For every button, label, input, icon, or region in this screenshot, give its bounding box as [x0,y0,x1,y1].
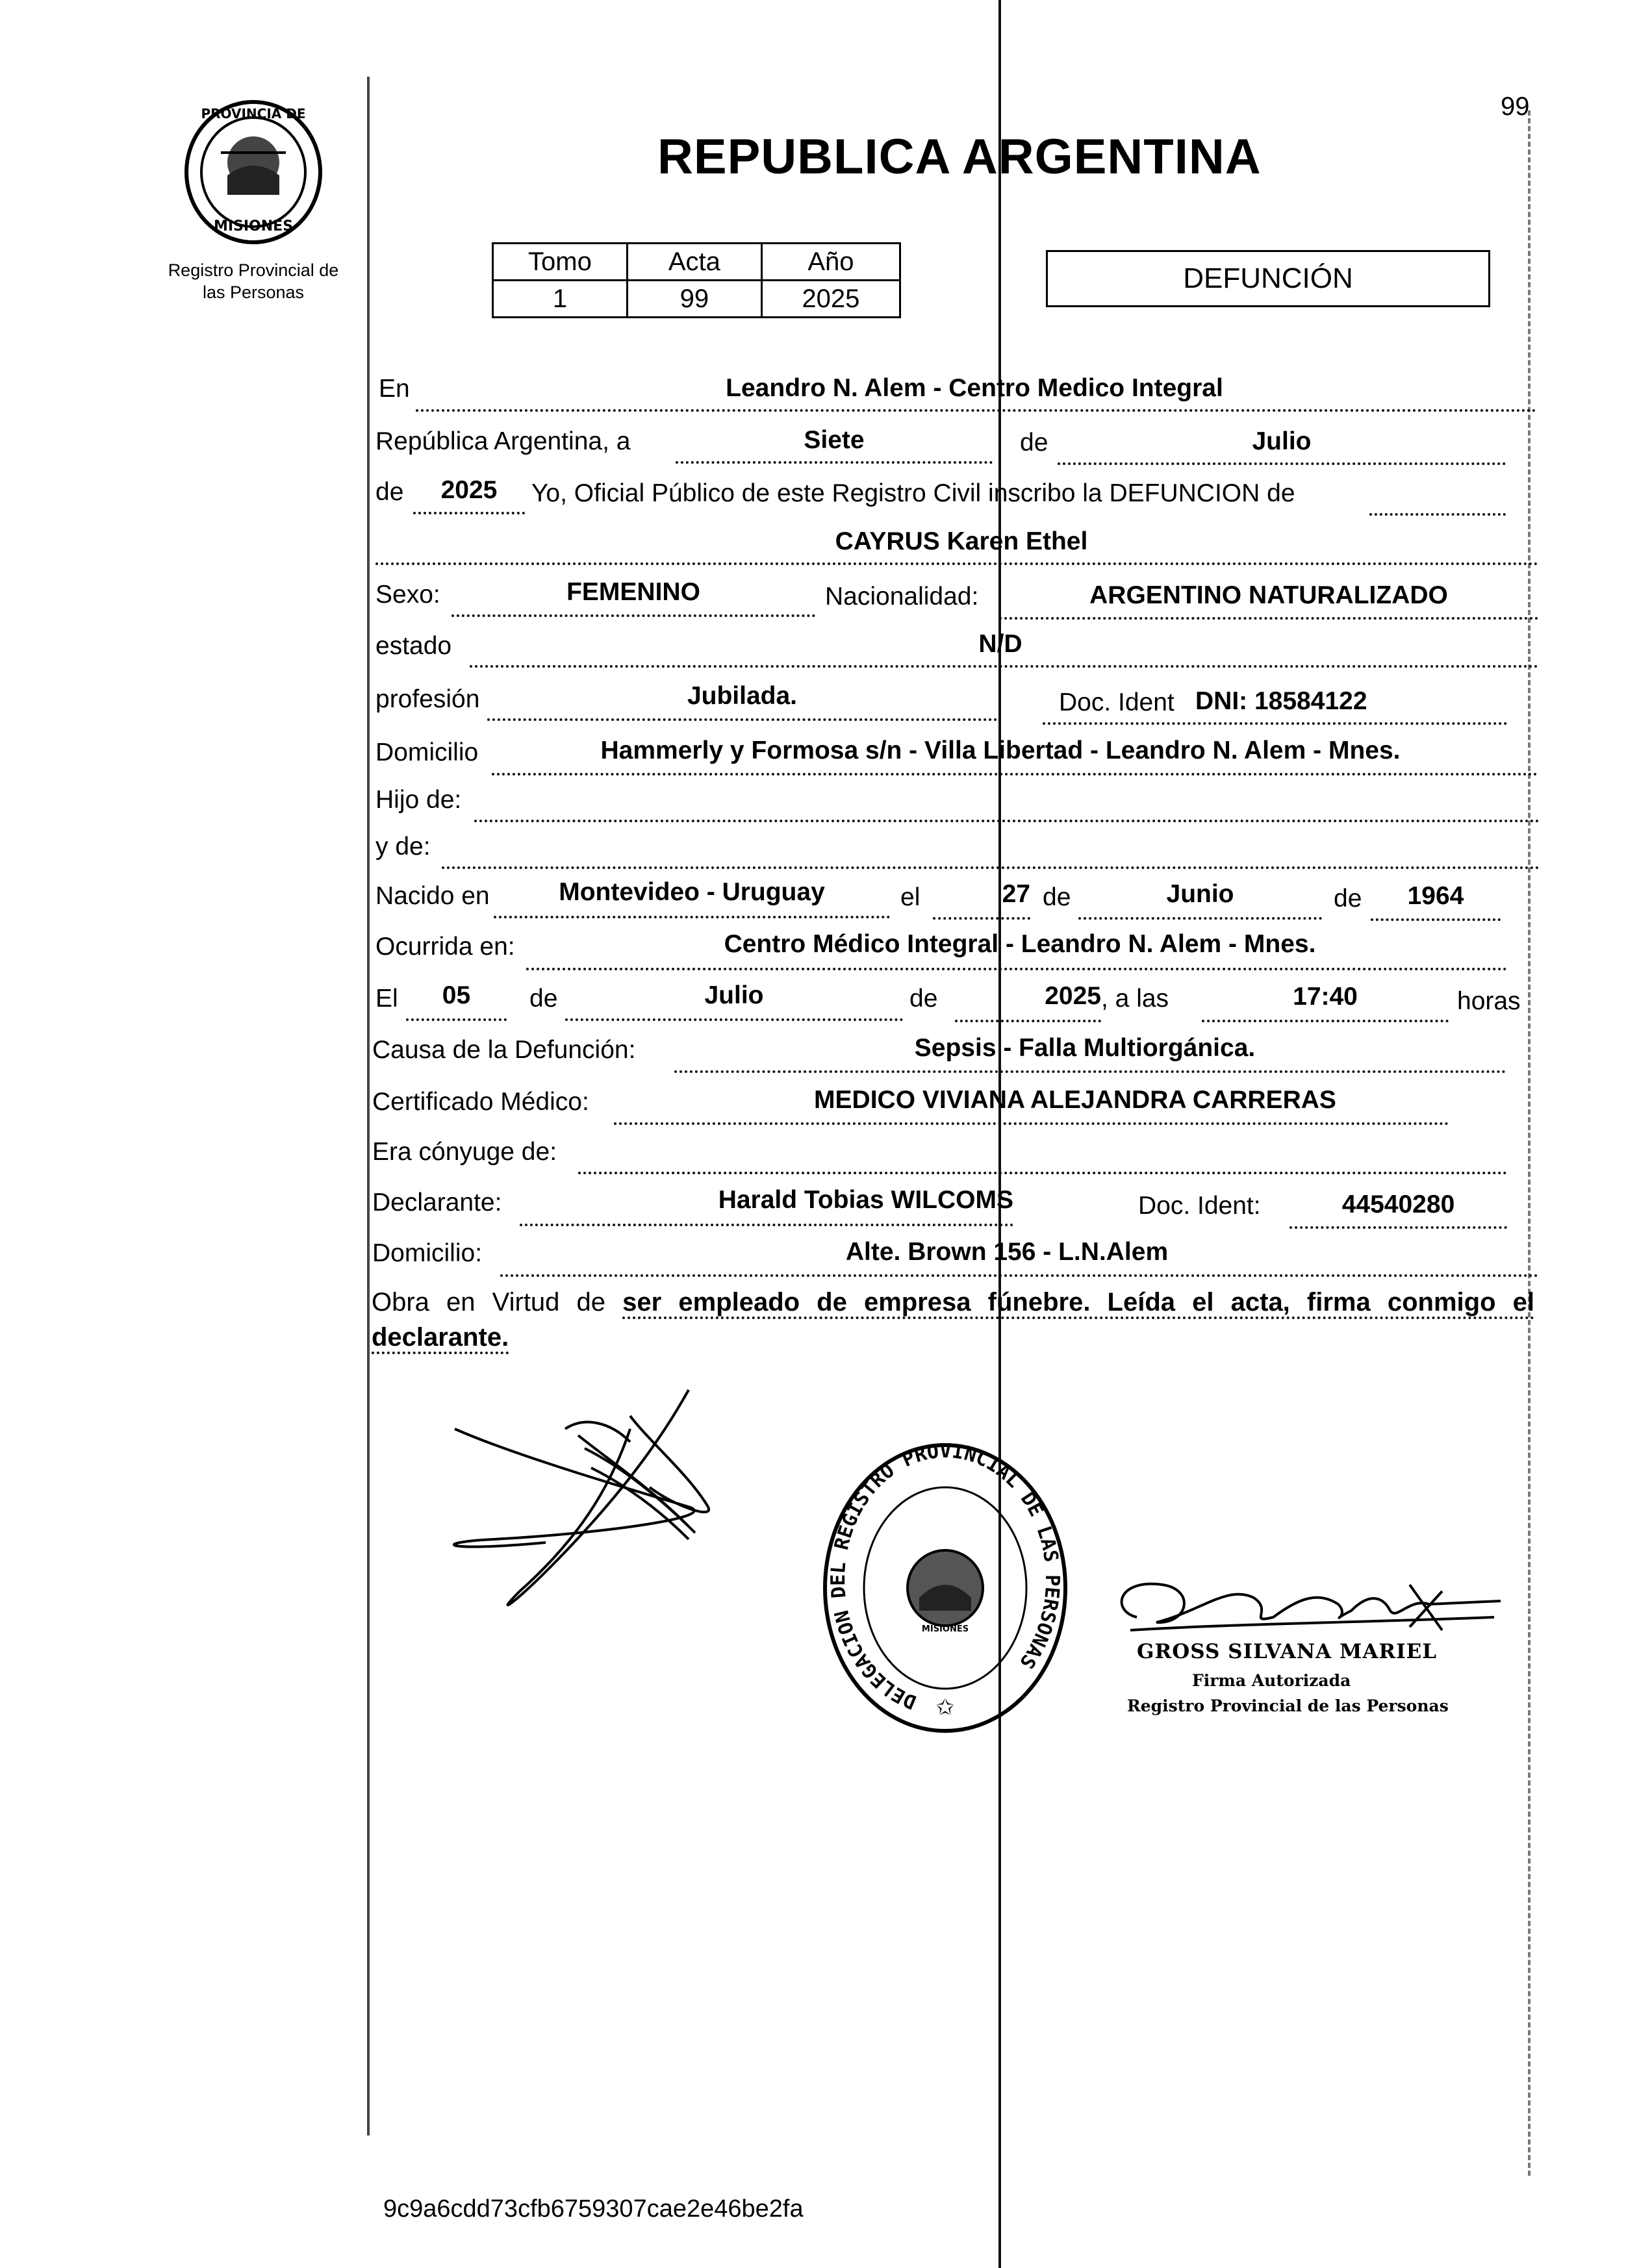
hijo-label: Hijo de: [375,786,462,814]
causa-label: Causa de la Defunción: [372,1036,636,1064]
de-label: de [1020,429,1048,457]
birth-day-dots [933,917,1030,920]
de6-label: de [909,985,938,1013]
registry-label: Registro Provincial de las Personas [168,260,339,302]
anio-value: 2025 [761,281,900,318]
sexo-label: Sexo: [375,581,440,609]
oficial-dots [1369,513,1506,516]
tomo-header: Tomo [493,244,628,281]
name-dots [375,562,1538,565]
estado-value: N/D [978,630,1023,658]
center-fold-line [998,0,1001,2268]
birth-day-value: 27 [1002,880,1030,908]
page-title: REPUBLICA ARGENTINA [657,129,1262,184]
en-label: En [379,375,410,403]
official-registry: Registro Provincial de las Personas [1127,1696,1449,1715]
estado-label: estado [375,632,452,660]
domicilio-label: Domicilio [375,738,479,766]
domicilio-value: Hammerly y Formosa s/n - Villa Libertad - Leandro N. Alem - Mnes. [600,737,1401,764]
yde-label: y de: [375,833,431,861]
nacionalidad-dots [999,617,1538,620]
el-label: el [900,883,921,911]
nacido-label: Nacido en [375,882,490,910]
obra-paragraph [372,1285,1534,1355]
domicilio2-dots [500,1274,1538,1277]
certificado-dots [614,1122,1449,1125]
el2-label: El [375,985,398,1013]
death-time-value: 17:40 [1293,983,1358,1011]
page-number: 99 [1501,92,1530,121]
profesion-label: profesión [375,685,480,713]
official-title: Firma Autorizada [1192,1671,1351,1690]
declarante-doc-dots [1289,1226,1507,1229]
death-year-value: 2025 [1045,982,1101,1010]
document-hash: 9c9a6cdd73cfb6759307cae2e46be2fa [383,2195,804,2223]
misiones-seal-logo [182,97,325,247]
ocurrida-label: Ocurrida en: [375,933,515,961]
declarante-dots [520,1224,1013,1226]
place-value: Leandro N. Alem - Centro Medico Integral [726,374,1223,402]
document-type-box [1046,250,1490,307]
stamp-ring-text: DELEGACION DEL REGISTRO PROVINCIAL DE LAS PERSONAS [827,1439,1064,1714]
death-year-dots [955,1020,1101,1022]
year-dots [413,512,525,514]
doc-ident-label: Doc. Ident [1059,688,1175,716]
declarant-signature [416,1377,767,1624]
birth-month-dots [1078,917,1322,920]
profesion-value: Jubilada. [687,682,798,710]
en-dots [416,409,1536,412]
de4-label: de [1334,885,1362,913]
doc-ident2-label: Doc. Ident: [1138,1192,1261,1220]
certificado-value: MEDICO VIVIANA ALEJANDRA CARRERAS [814,1086,1336,1114]
day-value: Siete [804,426,865,454]
obra-label: Obra en Virtud de [372,1288,606,1317]
year-value: 2025 [440,476,498,504]
day-dots [676,461,993,464]
right-edge-dots [1528,110,1533,2176]
ocurrida-dots [526,968,1507,970]
birth-year-value: 1964 [1407,882,1464,910]
month-value: Julio [1252,427,1312,455]
acta-header: Acta [627,244,761,281]
oficial-text: Yo, Oficial Público de este Registro Civil inscribo la DEFUNCION de [531,479,1295,507]
stamp-star-icon: ✩ [935,1695,955,1720]
sexo-value: FEMENINO [566,578,700,606]
nacionalidad-label: Nacionalidad: [825,583,979,611]
republica-label: República Argentina, a [375,427,631,455]
estado-dots [470,665,1538,668]
domicilio2-label: Domicilio: [372,1239,483,1267]
nacionalidad-value: ARGENTINO NATURALIZADO [1089,581,1448,609]
doc-ident-value: DNI: 18584122 [1195,687,1367,715]
death-time-dots [1202,1020,1449,1022]
certificado-label: Certificado Médico: [372,1088,589,1116]
declarante-domicilio-value: Alte. Brown 156 - L.N.Alem [845,1238,1169,1266]
domicilio-dots [492,773,1538,775]
alas-label: , a las [1101,985,1169,1013]
de3-label: de [1043,883,1071,911]
death-day-value: 05 [442,981,471,1009]
birth-year-dots [1371,918,1501,921]
sexo-dots [451,614,815,617]
deceased-name: CAYRUS Karen Ethel [835,527,1088,555]
month-dots [1058,462,1506,465]
official-name: GROSS SILVANA MARIEL [1137,1640,1438,1663]
ocurrida-value: Centro Médico Integral - Leandro N. Alem - Mnes. [724,930,1316,958]
acta-value: 99 [627,281,761,318]
anio-header: Año [761,244,900,281]
conyuge-label: Era cónyuge de: [372,1138,557,1166]
delegation-stamp [815,1435,1075,1741]
stamp-center-text: MISIONES [921,1624,969,1634]
left-margin-line [367,77,370,2136]
svg-text:PROVINCIA DE: PROVINCIA DE [201,106,306,121]
svg-text:MISIONES: MISIONES [213,218,294,234]
conyuge-dots [578,1172,1507,1174]
declarante-value: Harald Tobias WILCOMS [718,1186,1013,1214]
profesion-dots [487,718,997,721]
tomo-value: 1 [493,281,628,318]
death-day-dots [406,1018,507,1021]
doc-ident-dots [1043,722,1507,725]
de5-label: de [529,985,558,1013]
obra-value: ser empleado de empresa fúnebre. Leída el acta, firma conmigo el declarante. [372,1288,1534,1354]
death-month-dots [565,1018,903,1021]
declarante-label: Declarante: [372,1189,502,1216]
birth-month-value: Junio [1166,880,1234,908]
document-type: DEFUNCIÓN [1183,262,1353,294]
causa-dots [674,1070,1506,1073]
official-signature [1104,1572,1520,1643]
de2-label: de [375,478,404,506]
nacido-value: Montevideo - Uruguay [559,878,825,906]
death-month-value: Julio [704,981,764,1009]
causa-value: Sepsis - Falla Multiorgánica. [914,1034,1256,1062]
hijo-dots [474,820,1540,822]
nacido-dots [494,916,890,918]
yde-dots [442,866,1540,869]
declarante-doc-value: 44540280 [1341,1191,1455,1218]
horas-label: horas [1457,987,1521,1015]
reference-table [492,242,901,318]
